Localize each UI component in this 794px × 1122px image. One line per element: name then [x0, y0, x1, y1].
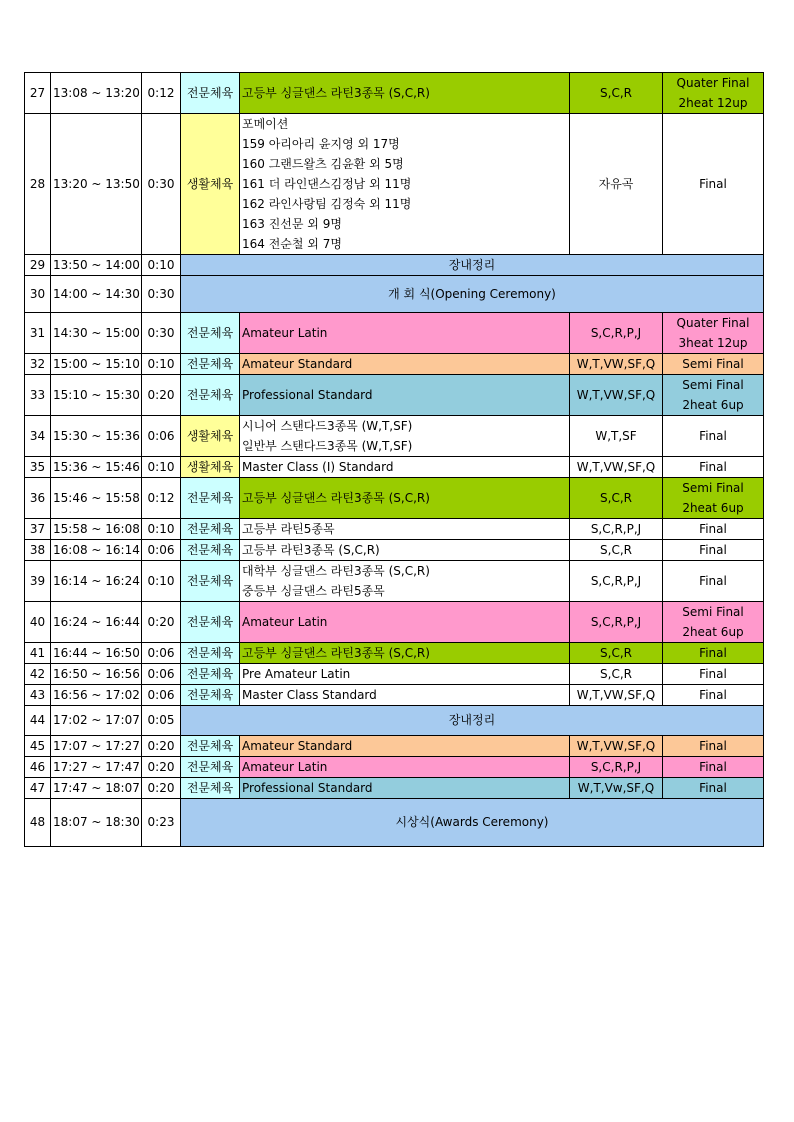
event-line: Amateur Latin — [242, 760, 328, 774]
round-line: 2heat 12up — [678, 96, 748, 110]
round-line: 2heat 6up — [682, 501, 744, 515]
event-name — [240, 540, 570, 561]
category-badge: 전문체육 — [181, 778, 240, 799]
time-range: 15:30 ~ 15:36 — [51, 416, 142, 457]
dance-list: 자유곡 — [570, 114, 663, 255]
dance-list: S,C,R,P,J — [570, 757, 663, 778]
event-name — [240, 778, 570, 799]
event-line: Amateur Latin — [242, 615, 328, 629]
row-number: 36 — [25, 478, 51, 519]
round-line: Semi Final — [682, 481, 744, 495]
event-name — [240, 114, 570, 255]
dance-list: S,C,R,P,J — [570, 313, 663, 354]
round-line: Final — [699, 574, 727, 588]
event-line: Master Class Standard — [242, 688, 377, 702]
event-line: 161 더 라인댄스김정남 외 11명 — [242, 177, 412, 191]
duration: 0:10 — [142, 255, 181, 276]
row-number: 34 — [25, 416, 51, 457]
category-badge: 전문체육 — [181, 685, 240, 706]
event-name — [240, 457, 570, 478]
event-name — [240, 416, 570, 457]
table-row — [25, 685, 764, 706]
merged-event: 개 회 식(Opening Ceremony) — [181, 276, 764, 313]
time-range: 16:08 ~ 16:14 — [51, 540, 142, 561]
time-range: 13:08 ~ 13:20 — [51, 73, 142, 114]
table-row — [25, 416, 764, 457]
event-line: Pre Amateur Latin — [242, 667, 351, 681]
round-line: Final — [699, 177, 727, 191]
round-info — [663, 313, 764, 354]
event-line: 164 전순철 외 7명 — [242, 237, 342, 251]
table-row — [25, 478, 764, 519]
event-name — [240, 561, 570, 602]
event-line: 160 그랜드왈츠 김윤환 외 5명 — [242, 157, 404, 171]
round-line: Quater Final — [676, 76, 750, 90]
duration: 0:20 — [142, 736, 181, 757]
row-number: 35 — [25, 457, 51, 478]
time-range: 15:10 ~ 15:30 — [51, 375, 142, 416]
duration: 0:20 — [142, 778, 181, 799]
event-name — [240, 354, 570, 375]
round-info — [663, 561, 764, 602]
round-info — [663, 354, 764, 375]
event-line: Amateur Standard — [242, 357, 353, 371]
dance-list: W,T,VW,SF,Q — [570, 457, 663, 478]
dance-list: W,T,Vw,SF,Q — [570, 778, 663, 799]
category-badge: 생활체육 — [181, 416, 240, 457]
duration: 0:23 — [142, 799, 181, 847]
merged-event: 장내정리 — [181, 706, 764, 736]
schedule-table — [24, 72, 764, 847]
table-row — [25, 540, 764, 561]
dance-list: S,C,R — [570, 73, 663, 114]
event-line: 대학부 싱글댄스 라틴3종목 (S,C,R) — [242, 564, 430, 578]
event-line: 고등부 라틴3종목 (S,C,R) — [242, 543, 380, 557]
dance-list: S,C,R,P,J — [570, 561, 663, 602]
round-line: Final — [699, 739, 727, 753]
event-name — [240, 736, 570, 757]
duration: 0:06 — [142, 540, 181, 561]
round-line: 2heat 6up — [682, 398, 744, 412]
event-name — [240, 519, 570, 540]
dance-list: W,T,VW,SF,Q — [570, 354, 663, 375]
row-number: 38 — [25, 540, 51, 561]
category-badge: 전문체육 — [181, 643, 240, 664]
round-info — [663, 457, 764, 478]
round-line: Final — [699, 460, 727, 474]
round-line: 3heat 12up — [678, 336, 748, 350]
row-number: 29 — [25, 255, 51, 276]
row-number: 27 — [25, 73, 51, 114]
row-number: 39 — [25, 561, 51, 602]
table-row — [25, 276, 764, 313]
duration: 0:10 — [142, 519, 181, 540]
time-range: 15:58 ~ 16:08 — [51, 519, 142, 540]
row-number: 40 — [25, 602, 51, 643]
round-line: Final — [699, 646, 727, 660]
category-badge: 전문체육 — [181, 561, 240, 602]
event-name — [240, 313, 570, 354]
time-range: 16:24 ~ 16:44 — [51, 602, 142, 643]
duration: 0:06 — [142, 643, 181, 664]
time-range: 18:07 ~ 18:30 — [51, 799, 142, 847]
duration: 0:30 — [142, 313, 181, 354]
row-number: 32 — [25, 354, 51, 375]
round-info — [663, 736, 764, 757]
dance-list: S,C,R — [570, 664, 663, 685]
category-badge: 전문체육 — [181, 664, 240, 685]
time-range: 15:00 ~ 15:10 — [51, 354, 142, 375]
duration: 0:06 — [142, 416, 181, 457]
event-name — [240, 757, 570, 778]
round-line: Final — [699, 543, 727, 557]
round-info — [663, 540, 764, 561]
dance-list: S,C,R,P,J — [570, 602, 663, 643]
table-row — [25, 313, 764, 354]
time-range: 17:47 ~ 18:07 — [51, 778, 142, 799]
round-info — [663, 643, 764, 664]
table-row — [25, 643, 764, 664]
round-line: Semi Final — [682, 357, 744, 371]
time-range: 16:50 ~ 16:56 — [51, 664, 142, 685]
event-line: Amateur Standard — [242, 739, 353, 753]
event-name — [240, 73, 570, 114]
table-row — [25, 519, 764, 540]
duration: 0:12 — [142, 73, 181, 114]
event-name — [240, 478, 570, 519]
round-line: Final — [699, 429, 727, 443]
round-info — [663, 478, 764, 519]
duration: 0:30 — [142, 276, 181, 313]
dance-list: W,T,VW,SF,Q — [570, 736, 663, 757]
merged-event: 장내정리 — [181, 255, 764, 276]
duration: 0:10 — [142, 354, 181, 375]
round-info — [663, 664, 764, 685]
dance-list: S,C,R,P,J — [570, 519, 663, 540]
merged-event: 시상식(Awards Ceremony) — [181, 799, 764, 847]
event-line: 포메이션 — [242, 117, 289, 131]
row-number: 48 — [25, 799, 51, 847]
event-name — [240, 602, 570, 643]
category-badge: 생활체육 — [181, 457, 240, 478]
round-info — [663, 519, 764, 540]
event-line: Master Class (Ⅰ) Standard — [242, 460, 394, 474]
time-range: 17:02 ~ 17:07 — [51, 706, 142, 736]
time-range: 16:44 ~ 16:50 — [51, 643, 142, 664]
table-row — [25, 757, 764, 778]
row-number: 46 — [25, 757, 51, 778]
round-info — [663, 778, 764, 799]
event-line: 159 아리아리 윤지영 외 17명 — [242, 137, 400, 151]
duration: 0:20 — [142, 757, 181, 778]
round-line: Final — [699, 688, 727, 702]
row-number: 42 — [25, 664, 51, 685]
table-row — [25, 114, 764, 255]
event-line: 시니어 스탠다드3종목 (W,T,SF) — [242, 419, 413, 433]
table-row — [25, 73, 764, 114]
event-line: 고등부 싱글댄스 라틴3종목 (S,C,R) — [242, 86, 430, 100]
round-line: Semi Final — [682, 378, 744, 392]
round-line: Final — [699, 522, 727, 536]
event-line: Professional Standard — [242, 781, 373, 795]
table-row — [25, 602, 764, 643]
dance-list: W,T,VW,SF,Q — [570, 375, 663, 416]
duration: 0:10 — [142, 457, 181, 478]
event-name — [240, 664, 570, 685]
dance-list: W,T,SF — [570, 416, 663, 457]
row-number: 30 — [25, 276, 51, 313]
event-name — [240, 685, 570, 706]
time-range: 13:20 ~ 13:50 — [51, 114, 142, 255]
round-line: Final — [699, 667, 727, 681]
duration: 0:30 — [142, 114, 181, 255]
time-range: 15:36 ~ 15:46 — [51, 457, 142, 478]
table-row — [25, 457, 764, 478]
category-badge: 전문체육 — [181, 602, 240, 643]
row-number: 45 — [25, 736, 51, 757]
event-line: Amateur Latin — [242, 326, 328, 340]
row-number: 33 — [25, 375, 51, 416]
time-range: 16:14 ~ 16:24 — [51, 561, 142, 602]
duration: 0:05 — [142, 706, 181, 736]
category-badge: 전문체육 — [181, 736, 240, 757]
dance-list: S,C,R — [570, 643, 663, 664]
duration: 0:10 — [142, 561, 181, 602]
event-line: Professional Standard — [242, 388, 373, 402]
round-line: Semi Final — [682, 605, 744, 619]
table-row — [25, 736, 764, 757]
table-row — [25, 561, 764, 602]
category-badge: 전문체육 — [181, 540, 240, 561]
event-line: 고등부 라틴5종목 — [242, 522, 335, 536]
round-info — [663, 375, 764, 416]
duration: 0:20 — [142, 602, 181, 643]
time-range: 13:50 ~ 14:00 — [51, 255, 142, 276]
table-row — [25, 255, 764, 276]
table-row — [25, 664, 764, 685]
event-line: 163 진선문 외 9명 — [242, 217, 342, 231]
row-number: 47 — [25, 778, 51, 799]
category-badge: 생활체육 — [181, 114, 240, 255]
time-range: 16:56 ~ 17:02 — [51, 685, 142, 706]
category-badge: 전문체육 — [181, 478, 240, 519]
event-line: 고등부 싱글댄스 라틴3종목 (S,C,R) — [242, 491, 430, 505]
table-row — [25, 778, 764, 799]
row-number: 31 — [25, 313, 51, 354]
event-line: 중등부 싱글댄스 라틴5종목 — [242, 584, 385, 598]
duration: 0:20 — [142, 375, 181, 416]
row-number: 43 — [25, 685, 51, 706]
time-range: 14:00 ~ 14:30 — [51, 276, 142, 313]
category-badge: 전문체육 — [181, 313, 240, 354]
round-info — [663, 685, 764, 706]
event-name — [240, 375, 570, 416]
dance-list: S,C,R — [570, 478, 663, 519]
round-line: Quater Final — [676, 316, 750, 330]
table-row — [25, 354, 764, 375]
round-info — [663, 757, 764, 778]
time-range: 15:46 ~ 15:58 — [51, 478, 142, 519]
category-badge: 전문체육 — [181, 73, 240, 114]
duration: 0:06 — [142, 664, 181, 685]
event-name — [240, 643, 570, 664]
category-badge: 전문체육 — [181, 375, 240, 416]
category-badge: 전문체육 — [181, 757, 240, 778]
event-line: 일반부 스탠다드3종목 (W,T,SF) — [242, 439, 413, 453]
round-line: Final — [699, 781, 727, 795]
time-range: 17:07 ~ 17:27 — [51, 736, 142, 757]
dance-list: S,C,R — [570, 540, 663, 561]
dance-list: W,T,VW,SF,Q — [570, 685, 663, 706]
event-line: 162 라인사랑팀 김정숙 외 11명 — [242, 197, 412, 211]
round-info — [663, 602, 764, 643]
category-badge: 전문체육 — [181, 354, 240, 375]
event-line: 고등부 싱글댄스 라틴3종목 (S,C,R) — [242, 646, 430, 660]
category-badge: 전문체육 — [181, 519, 240, 540]
row-number: 28 — [25, 114, 51, 255]
table-row — [25, 799, 764, 847]
table-row — [25, 706, 764, 736]
round-info — [663, 114, 764, 255]
round-line: 2heat 6up — [682, 625, 744, 639]
row-number: 37 — [25, 519, 51, 540]
table-row — [25, 375, 764, 416]
row-number: 41 — [25, 643, 51, 664]
duration: 0:06 — [142, 685, 181, 706]
time-range: 17:27 ~ 17:47 — [51, 757, 142, 778]
round-info — [663, 416, 764, 457]
row-number: 44 — [25, 706, 51, 736]
time-range: 14:30 ~ 15:00 — [51, 313, 142, 354]
round-info — [663, 73, 764, 114]
round-line: Final — [699, 760, 727, 774]
schedule-body — [25, 73, 764, 847]
duration: 0:12 — [142, 478, 181, 519]
